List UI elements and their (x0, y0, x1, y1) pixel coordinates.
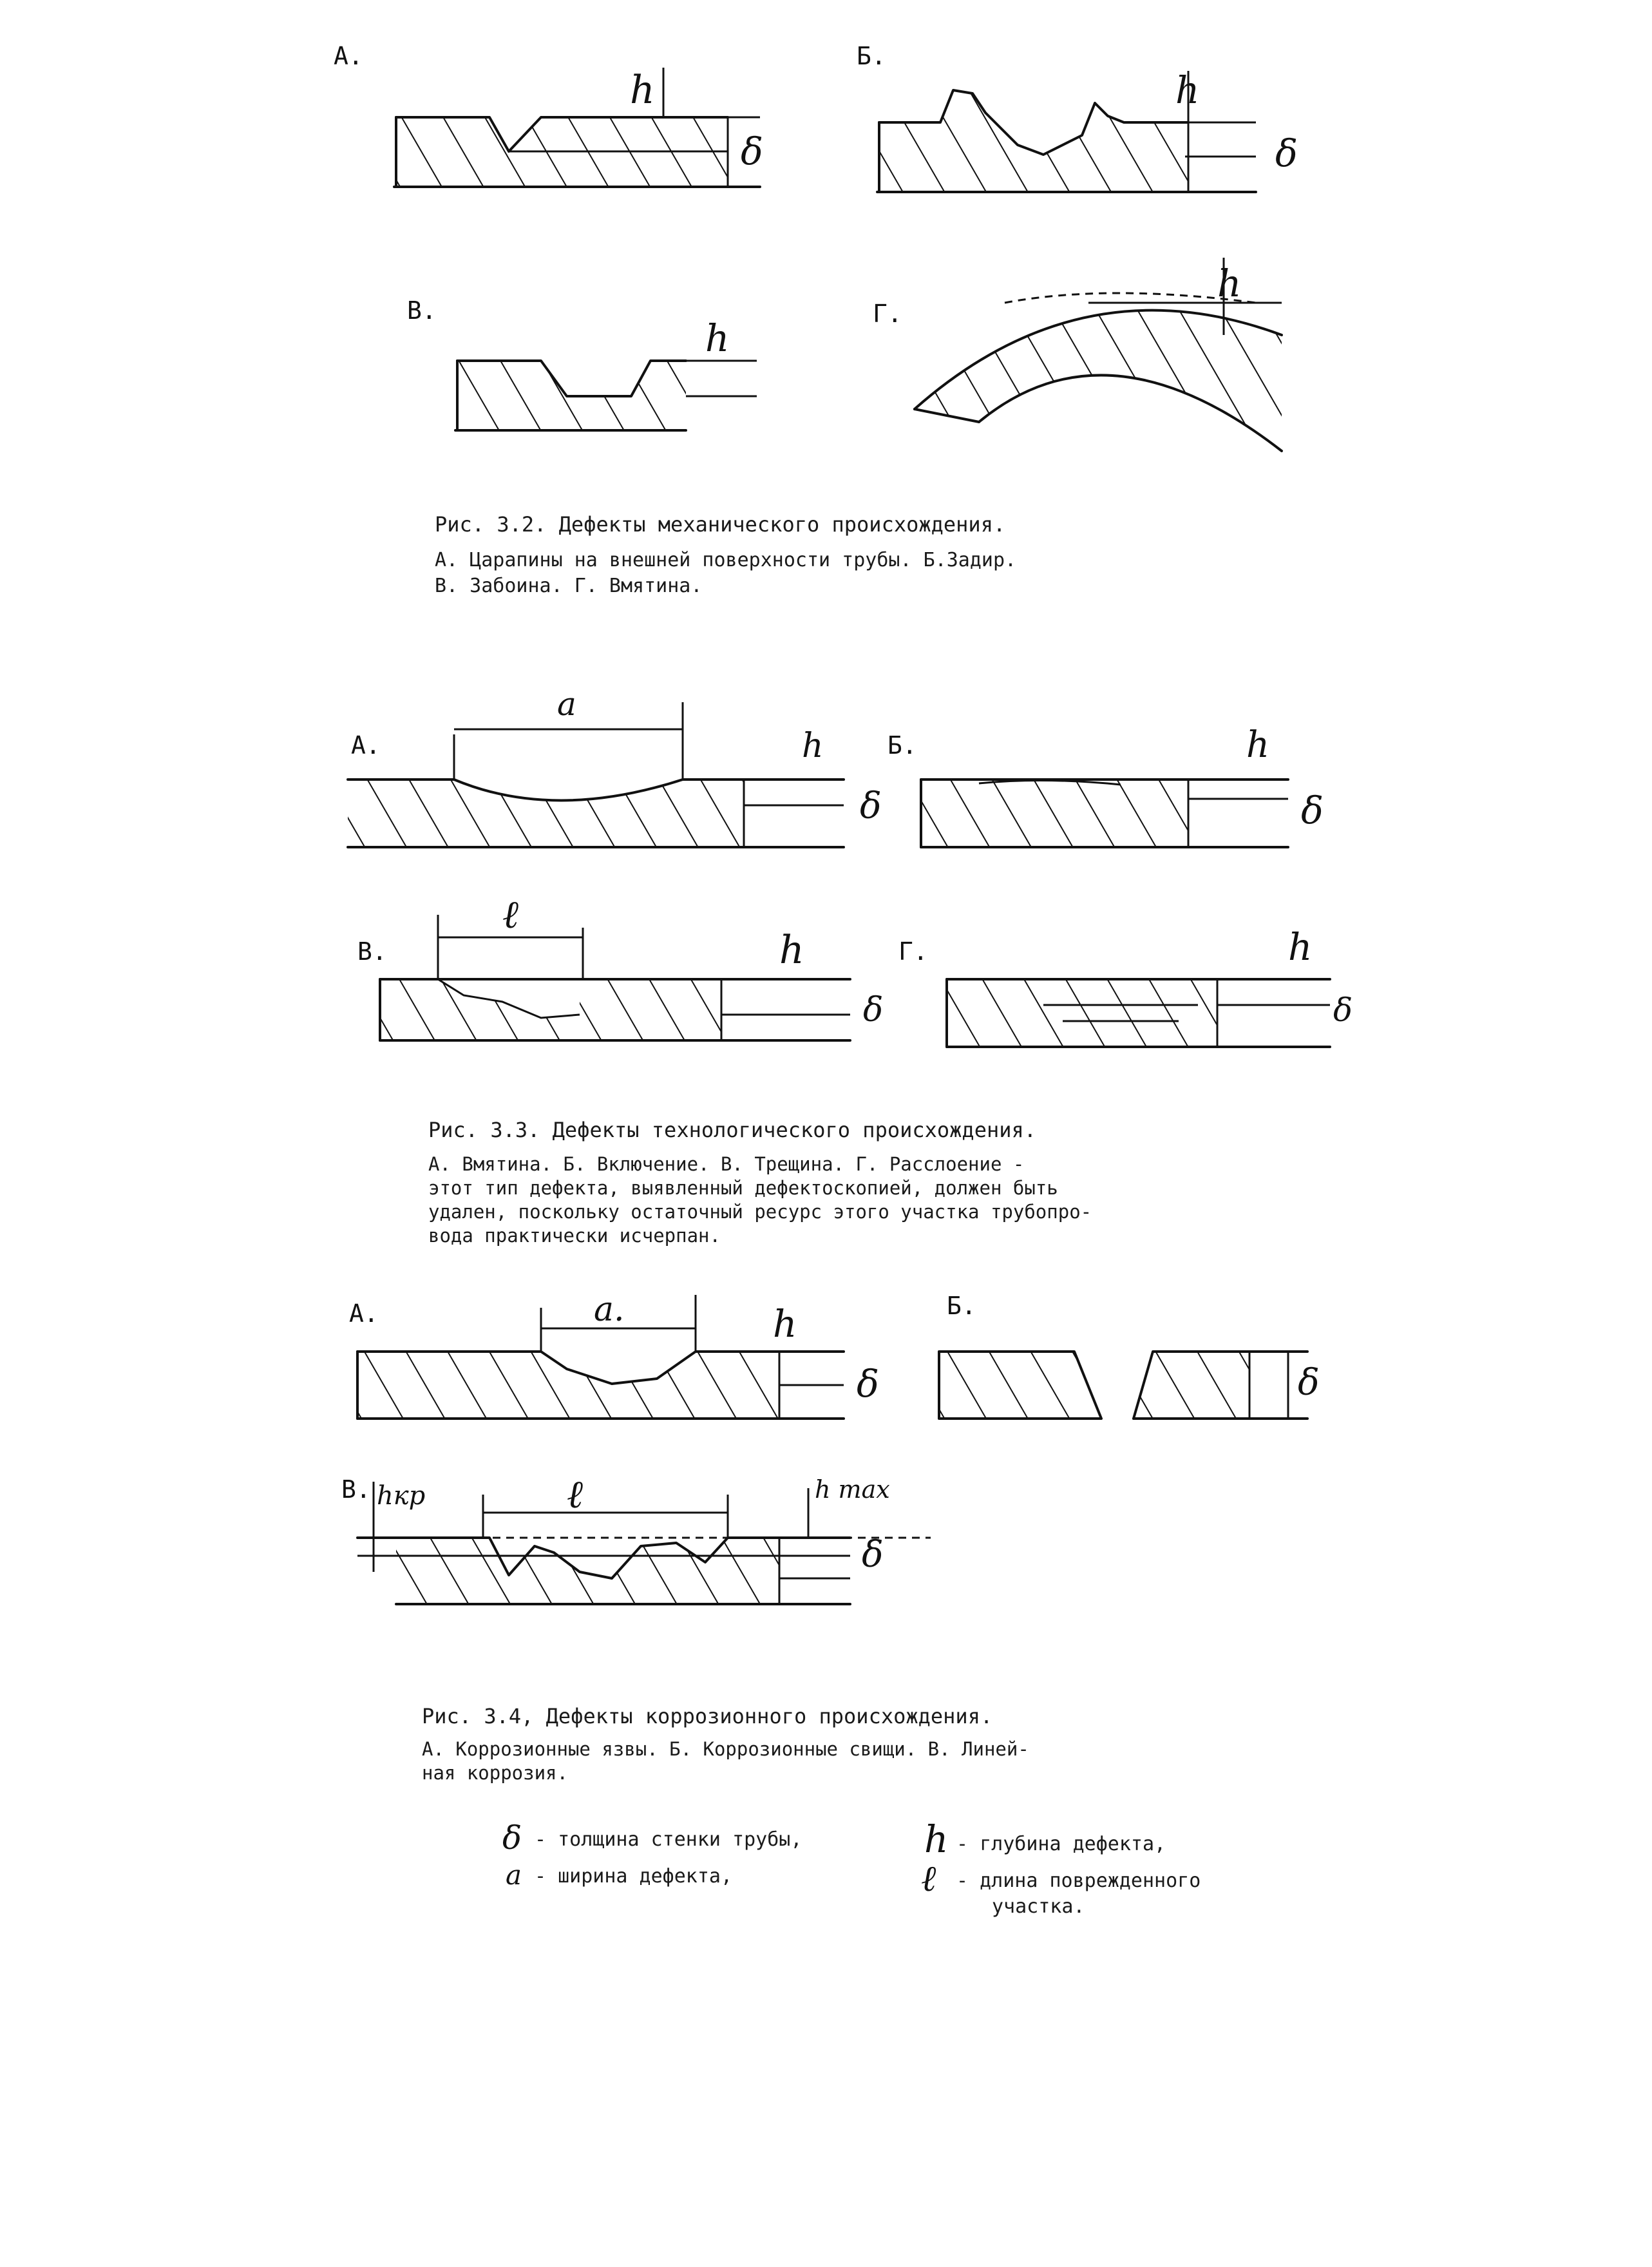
fig34-v-hkr: hкр (377, 1481, 426, 1511)
fig34-a-h: h (773, 1302, 797, 1346)
fig34-label-a: А. (349, 1299, 379, 1328)
fig34-desc-line1: А. Коррозионные язвы. Б. Коррозионные свищи. В. Линей- (422, 1738, 1029, 1760)
fig32-panel-a (334, 42, 763, 187)
fig32-b-delta: δ (1275, 131, 1298, 175)
fig33-desc-line2: этот тип дефекта, выявленный дефектоскопией, должен быть (428, 1177, 1058, 1199)
fig34-label-b: Б. (947, 1292, 976, 1320)
fig33-g-h: h (1288, 925, 1313, 969)
fig33-panel-a (348, 685, 882, 847)
fig32-desc-line1: А. Царапины на внешней поверхности трубы. Б.Задир. (435, 549, 1017, 571)
fig34-panel-a (349, 1290, 879, 1419)
fig34-v-l: ℓ (567, 1472, 583, 1517)
legend-h-symbol: h (924, 1817, 949, 1861)
legend-delta-text: - толщина стенки трубы, (535, 1828, 802, 1851)
fig32-caption: Рис. 3.2. Дефекты механического происхождения. (435, 512, 1006, 537)
fig33-caption: Рис. 3.3. Дефекты технологического происхождения. (428, 1118, 1037, 1142)
legend-l-text: - длина поврежденного (956, 1870, 1201, 1892)
fig33-label-v: В. (357, 937, 387, 966)
fig33-label-g: Г. (898, 937, 928, 966)
fig34-v-hmax: h max (815, 1475, 890, 1504)
fig32-label-v: В. (407, 296, 437, 325)
fig33-panel-b (888, 724, 1324, 847)
legend-delta-symbol: δ (502, 1819, 522, 1857)
fig34-label-v: В. (341, 1475, 371, 1504)
fig33-g-delta: δ (1333, 991, 1353, 1029)
fig32-label-g: Г. (873, 300, 902, 328)
fig33-v-h: h (779, 928, 804, 973)
fig34-a-a: a. (594, 1290, 625, 1329)
fig32-v-h: h (705, 316, 730, 360)
legend-h-text: - глубина дефекта, (956, 1833, 1166, 1855)
fig33-v-delta: δ (863, 991, 884, 1029)
fig32-a-delta: δ (741, 129, 763, 173)
fig32-desc-line2: В. Забоина. Г. Вмятина. (435, 575, 703, 597)
fig33-label-a: А. (351, 731, 381, 760)
fig33-b-delta: δ (1301, 789, 1324, 832)
fig32-g-h: h (1217, 262, 1242, 305)
fig32-panel-b (857, 42, 1298, 192)
fig33-panel-g (898, 925, 1353, 1047)
fig34-v-delta: δ (862, 1534, 884, 1576)
fig33-v-l: ℓ (502, 892, 518, 937)
fig33-panel-v (357, 892, 883, 1040)
fig33-desc-line3: удален, поскольку остаточный ресурс этого участка трубопро- (428, 1201, 1092, 1223)
fig34-desc-line2: ная коррозия. (422, 1762, 568, 1784)
fig33-b-h: h (1246, 724, 1270, 766)
fig33-a-a: a (557, 685, 576, 723)
fig34-panel-v (341, 1472, 931, 1604)
fig32-panel-g (873, 258, 1282, 451)
fig33-a-delta: δ (860, 785, 882, 827)
legend-a-text: - ширина дефекта, (535, 1865, 733, 1888)
legend-l-symbol: ℓ (921, 1858, 936, 1900)
legend-a-symbol: a (506, 1859, 522, 1891)
fig34-caption: Рис. 3.4, Дефекты коррозионного происхождения. (422, 1704, 993, 1728)
fig32-panel-v (407, 296, 757, 430)
fig34-panel-b (939, 1292, 1320, 1419)
fig33-desc-line1: А. Вмятина. Б. Включение. В. Трещина. Г. Расслоение - (428, 1153, 1025, 1175)
fig33-label-b: Б. (888, 731, 917, 760)
fig33-a-h: h (802, 727, 824, 765)
fig33-desc-line4: вода практически исчерпан. (428, 1225, 721, 1247)
fig32-label-b: Б. (857, 42, 886, 70)
fig34-a-delta: δ (857, 1362, 879, 1406)
fig32-label-a: А. (334, 42, 363, 70)
legend-l-text-2: участка. (992, 1895, 1085, 1918)
fig32-a-h: h (630, 68, 655, 113)
fig34-b-delta: δ (1298, 1362, 1320, 1404)
fig32-b-h: h (1175, 68, 1200, 112)
